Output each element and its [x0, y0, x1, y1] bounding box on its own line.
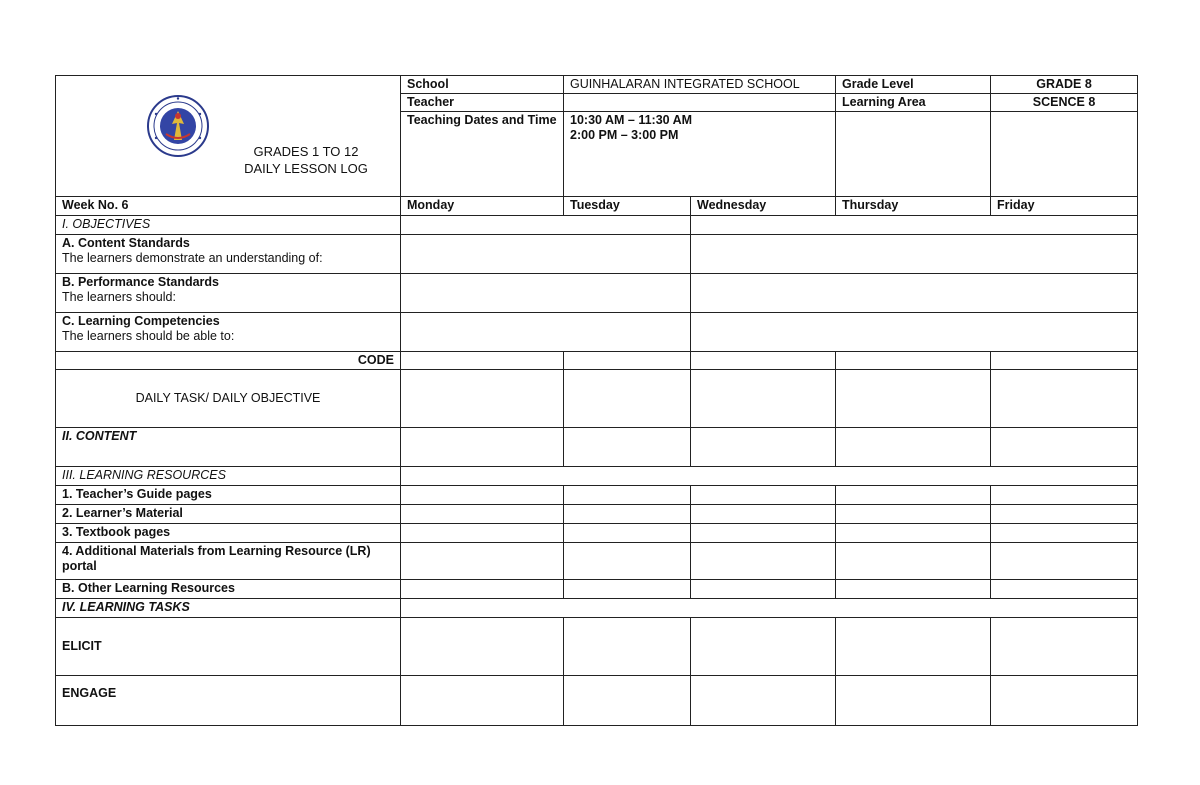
log-title: [226, 143, 386, 177]
title-line-1: GRADES 1 TO 12: [253, 144, 359, 159]
content-standards-sub: The learners demonstrate an understanding of:: [62, 251, 323, 265]
teaching-dates-label: Teaching Dates and Time: [401, 112, 564, 197]
blank-cell: [836, 112, 991, 197]
day-thursday: Thursday: [836, 197, 991, 216]
blank-cell: [401, 486, 564, 505]
blank-cell: [836, 618, 991, 676]
blank-cell: [401, 352, 564, 370]
time-slot-1: 10:30 AM – 11:30 AM: [570, 113, 693, 127]
learning-resources-heading: III. LEARNING RESOURCES: [56, 467, 401, 486]
blank-cell: [401, 505, 564, 524]
blank-cell: [401, 618, 564, 676]
additional-materials-label: 4. Additional Materials from Learning Resource (LR) portal: [56, 543, 401, 580]
blank-cell: [401, 216, 691, 235]
blank-cell: [564, 618, 691, 676]
blank-cell: [991, 370, 1138, 428]
day-tuesday: Tuesday: [564, 197, 691, 216]
blank-cell: [401, 370, 564, 428]
learning-competencies-label: C. Learning Competencies: [62, 314, 220, 328]
blank-cell: [401, 580, 564, 599]
learning-area-label: Learning Area: [836, 94, 991, 112]
blank-cell: [691, 428, 836, 467]
grade-level-label: Grade Level: [836, 76, 991, 94]
blank-cell: [564, 428, 691, 467]
performance-standards-label: B. Performance Standards: [62, 275, 219, 289]
day-friday: Friday: [991, 197, 1138, 216]
daily-task-label: DAILY TASK/ DAILY OBJECTIVE: [56, 370, 401, 428]
time-slot-2: 2:00 PM – 3:00 PM: [570, 128, 679, 142]
blank-cell: [691, 216, 1138, 235]
daily-lesson-log-table: [55, 75, 1138, 726]
blank-cell: [564, 486, 691, 505]
learning-area-value: SCENCE 8: [991, 94, 1138, 112]
elicit-label: ELICIT: [56, 618, 401, 676]
content-standards-label: A. Content Standards: [62, 236, 190, 250]
blank-cell: [836, 505, 991, 524]
teacher-label: Teacher: [401, 94, 564, 112]
blank-cell: [401, 428, 564, 467]
day-monday: Monday: [401, 197, 564, 216]
other-resources-label: B. Other Learning Resources: [56, 580, 401, 599]
content-heading: II. CONTENT: [56, 428, 401, 467]
school-value: GUINHALARAN INTEGRATED SCHOOL: [564, 76, 836, 94]
blank-cell: [691, 580, 836, 599]
blank-cell: [836, 428, 991, 467]
content-standards-cell: [56, 235, 401, 274]
blank-cell: [401, 599, 1138, 618]
performance-standards-sub: The learners should:: [62, 290, 176, 304]
blank-cell: [564, 370, 691, 428]
blank-cell: [564, 580, 691, 599]
blank-cell: [691, 524, 836, 543]
engage-label: ENGAGE: [56, 676, 401, 726]
blank-cell: [991, 580, 1138, 599]
blank-cell: [991, 543, 1138, 580]
blank-cell: [991, 352, 1138, 370]
teacher-value: [564, 94, 836, 112]
header-logo-cell: [56, 76, 401, 197]
blank-cell: [564, 505, 691, 524]
textbook-label: 3. Textbook pages: [56, 524, 401, 543]
blank-cell: [401, 313, 691, 352]
blank-cell: [564, 524, 691, 543]
blank-cell: [564, 543, 691, 580]
learners-material-label: 2. Learner’s Material: [56, 505, 401, 524]
blank-cell: [836, 352, 991, 370]
learning-tasks-heading: IV. LEARNING TASKS: [56, 599, 401, 618]
day-wednesday: Wednesday: [691, 197, 836, 216]
blank-cell: [691, 618, 836, 676]
blank-cell: [836, 676, 991, 726]
blank-cell: [401, 467, 1138, 486]
blank-cell: [691, 235, 1138, 274]
blank-cell: [836, 486, 991, 505]
blank-cell: [401, 274, 691, 313]
blank-cell: [991, 676, 1138, 726]
blank-cell: [836, 524, 991, 543]
teaching-time-value: [564, 112, 836, 197]
deped-seal-icon: [146, 94, 210, 158]
blank-cell: [691, 676, 836, 726]
blank-cell: [401, 524, 564, 543]
blank-cell: [691, 274, 1138, 313]
code-label: CODE: [56, 352, 401, 370]
blank-cell: [401, 676, 564, 726]
learning-competencies-sub: The learners should be able to:: [62, 329, 235, 343]
blank-cell: [991, 112, 1138, 197]
title-line-2: DAILY LESSON LOG: [244, 161, 368, 176]
blank-cell: [691, 352, 836, 370]
grade-level-value: GRADE 8: [991, 76, 1138, 94]
blank-cell: [991, 428, 1138, 467]
blank-cell: [564, 676, 691, 726]
blank-cell: [564, 352, 691, 370]
blank-cell: [836, 370, 991, 428]
blank-cell: [691, 313, 1138, 352]
blank-cell: [401, 235, 691, 274]
objectives-heading: I. OBJECTIVES: [56, 216, 401, 235]
blank-cell: [401, 543, 564, 580]
blank-cell: [691, 486, 836, 505]
teachers-guide-label: 1. Teacher’s Guide pages: [56, 486, 401, 505]
blank-cell: [991, 618, 1138, 676]
blank-cell: [836, 543, 991, 580]
week-number: Week No. 6: [56, 197, 401, 216]
performance-standards-cell: [56, 274, 401, 313]
blank-cell: [691, 505, 836, 524]
blank-cell: [691, 370, 836, 428]
blank-cell: [836, 580, 991, 599]
learning-competencies-cell: [56, 313, 401, 352]
blank-cell: [991, 524, 1138, 543]
blank-cell: [691, 543, 836, 580]
blank-cell: [991, 505, 1138, 524]
school-label: School: [401, 76, 564, 94]
blank-cell: [991, 486, 1138, 505]
